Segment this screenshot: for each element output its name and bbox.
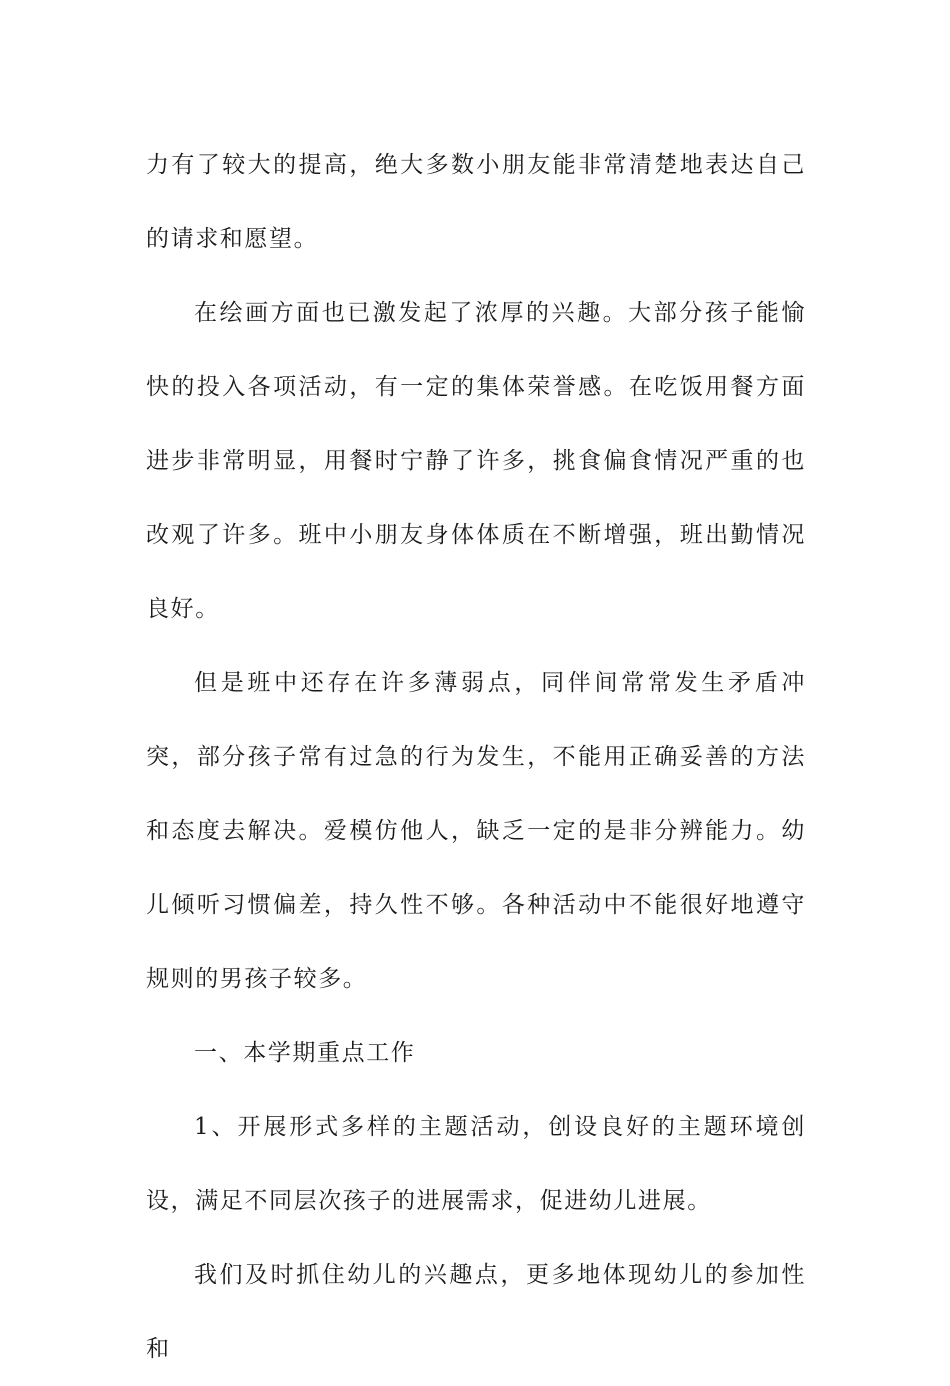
document-body bbox=[146, 128, 806, 1386]
paragraph-4: 1、开展形式多样的主题活动，创设良好的主题环境创设，满足不同层次孩子的进展需求，促进幼儿进展。 bbox=[146, 1114, 806, 1214]
paragraph-1: 力有了较大的提高，绝大多数小朋友能非常清楚地表达自己的请求和愿望。 bbox=[146, 152, 806, 252]
paragraph-5: 我们及时抓住幼儿的兴趣点，更多地体现幼儿的参加性和 bbox=[146, 1262, 806, 1362]
paragraph-3: 但是班中还存在许多薄弱点，同伴间常常发生矛盾冲突，部分孩子常有过急的行为发生，不能用正确妥善的方法和态度去解决。爱模仿他人，缺乏一定的是非分辨能力。幼儿倾听习惯偏差，持久性不够。各种活动中不能很好地遵守规则的男孩子较多。 bbox=[146, 670, 806, 992]
section-heading: 一、本学期重点工作 bbox=[194, 1040, 416, 1066]
paragraph-2: 在绘画方面也已激发起了浓厚的兴趣。大部分孩子能愉快的投入各项活动，有一定的集体荣誉感。在吃饭用餐方面进步非常明显，用餐时宁静了许多，挑食偏食情况严重的也改观了许多。班中小朋友身体体质在不断增强，班出勤情况良好。 bbox=[146, 300, 806, 622]
